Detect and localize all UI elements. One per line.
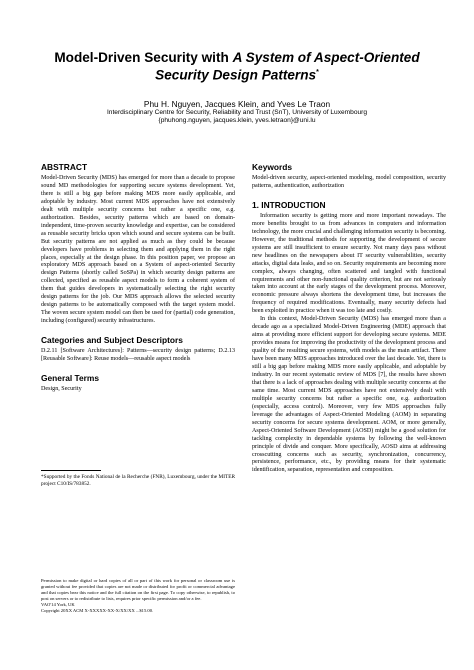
- categories-heading: Categories and Subject Descriptors: [41, 335, 183, 346]
- emails: {phuhong.nguyen, jacques.klein, yves.letraon}@uni.lu: [158, 116, 316, 124]
- keywords-text: Model-driven security, aspect-oriented modeling, model composition, security patterns, authentication, authorization: [252, 175, 446, 189]
- intro-heading: 1. INTRODUCTION: [252, 199, 326, 210]
- abstract-heading: ABSTRACT: [41, 162, 88, 172]
- copyright: Copyright 20XX ACM X-XXXXX-XX-X/XX/XX ...$15.00.: [41, 608, 154, 613]
- venue: VAO'14 York, UK: [41, 602, 75, 607]
- general-terms-heading: General Terms: [41, 373, 100, 384]
- footnote: [41, 470, 235, 487]
- intro-paragraph-2: In this context, Model-Driven Security (MDS) has emerged more than a decade ago as a specialized Model-Driven Engineering (MDE) approach that aims at providing more efficient support for developing secure systems. MDE provides means for improving the productivity of the development process and quality of the resulting secure systems, with models as the main artifact. There have been many MDS approaches introduced over the last decade. Yet, there is still a big gap before making MDS more easily applicable, and adoptable by industry. In our recent systematic review of MDS [7], the results have shown that there is a lack of approaches dealing with multiple security concerns at the same time. Most current MDS approaches have not extensively dealt with multiple security concerns but rather a specific one, e.g. authorization (especially, access control). Moreover, very few MDS approaches fully leverage the advantages of Aspect-Oriented Modeling (AOM) in separating security concerns for secure systems development. AOM, or more generally, Aspect-Oriented Software Development (AOSD) might be a good solution for tackling complexity in dependable systems by following the well-known principle of divide and conquer. More specifically, AOSD aims at addressing crosscutting concerns such as security, synchronization, concurrency, persistence, performance, etc., by providing means for their systematic identification, separation, representation and composition.: [252, 316, 446, 474]
- general-terms-text: Design, Security: [41, 386, 82, 393]
- right-column: [252, 162, 446, 475]
- left-column: [41, 162, 235, 394]
- title-plain: Model-Driven Security with: [54, 50, 233, 65]
- intro-paragraph-1: Information security is getting more and more important nowadays. The more benefits brought to us from advances in computers and information technology, the more crucial and challenging information security is becoming. However, the traditional methods for supporting the development of secure systems are still insufficient to ensure security. Not many days pass without new headlines on the newspapers about IT security vulnerabilities, security attacks, digital data leaks, and so on. Security requirements are becoming more complex, always changing, often scattered and tangled with functional requirements and other non-functional quality criterion, but are not seriously taken into account at the early stages of the development process. Moreover, economic pressure always shortens the development time, but increases the frequency of required modifications. Eventually, many security defects had been exploited in practice when it was too late and costly.: [252, 212, 446, 315]
- title-footnote-mark: *: [316, 69, 319, 76]
- abstract-text: Model-Driven Security (MDS) has emerged for more than a decade to propose sound MD methodologies for supporting secure systems development. Yet, there is still a big gap before making MDS more easily applicable, and adoptable by industry. Most current MDS approaches have not extensively dealt with multiple security concerns but rather a specific one, e.g. authorization. Besides, security patterns which are based on domain-independent, time-proven security knowledge and expertise, can be considered as reusable security bricks upon which sound and secure systems can be built. But security patterns are not applied as much as they could be because developers have problems in selecting them and applying them in the right places, especially at the design phase. In this position paper, we propose an exploratory MDS approach based on a System of aspect-oriented Security design Patterns (shortly called SoSPa) in which security design patterns are collected, specified as reusable aspect models to form a coherent system of them that guides developers in systematically selecting the right security design patterns for the job. Our MDS approach allows the selected security design patterns to be automatically composed with the target system model. The woven secure system model can then be used for (partial) code generation, including (configured) security infrastructures.: [41, 175, 235, 325]
- affiliation: Interdisciplinary Centre for Security, Reliability and Trust (SnT), University of Luxembourg: [106, 108, 368, 116]
- title-italic-1: A System of Aspect-Oriented: [232, 50, 420, 65]
- authors: Phu H. Nguyen, Jacques Klein, and Yves Le Traon: [143, 98, 331, 109]
- paper-title: [27, 50, 447, 83]
- categories-text: D.2.11 [Software Architectures]: Patterns—security design patterns; D.2.13 [Reusable Software]: Reuse models—reusable aspect models: [41, 348, 235, 363]
- permission-block: [41, 578, 235, 614]
- title-block: [0, 50, 474, 125]
- keywords-heading: Keywords: [252, 162, 293, 172]
- footnote-text: *Supported by the Fonds National de la Recherche (FNR), Luxembourg, under the MITER project C10/IS/783852.: [41, 474, 235, 487]
- title-italic-2: Security Design Patterns: [155, 67, 317, 83]
- footnote-rule: [41, 470, 101, 471]
- permission-text: Permission to make digital or hard copies of all or part of this work for personal or classroom use is granted without fee provided that copies are not made or distributed for profit or commercial advantage and that copies bear this notice and the full citation on the first page. To copy otherwise, to republish, to post on servers or to redistribute to lists, requires prior specific permission and/or a fee.: [41, 578, 235, 601]
